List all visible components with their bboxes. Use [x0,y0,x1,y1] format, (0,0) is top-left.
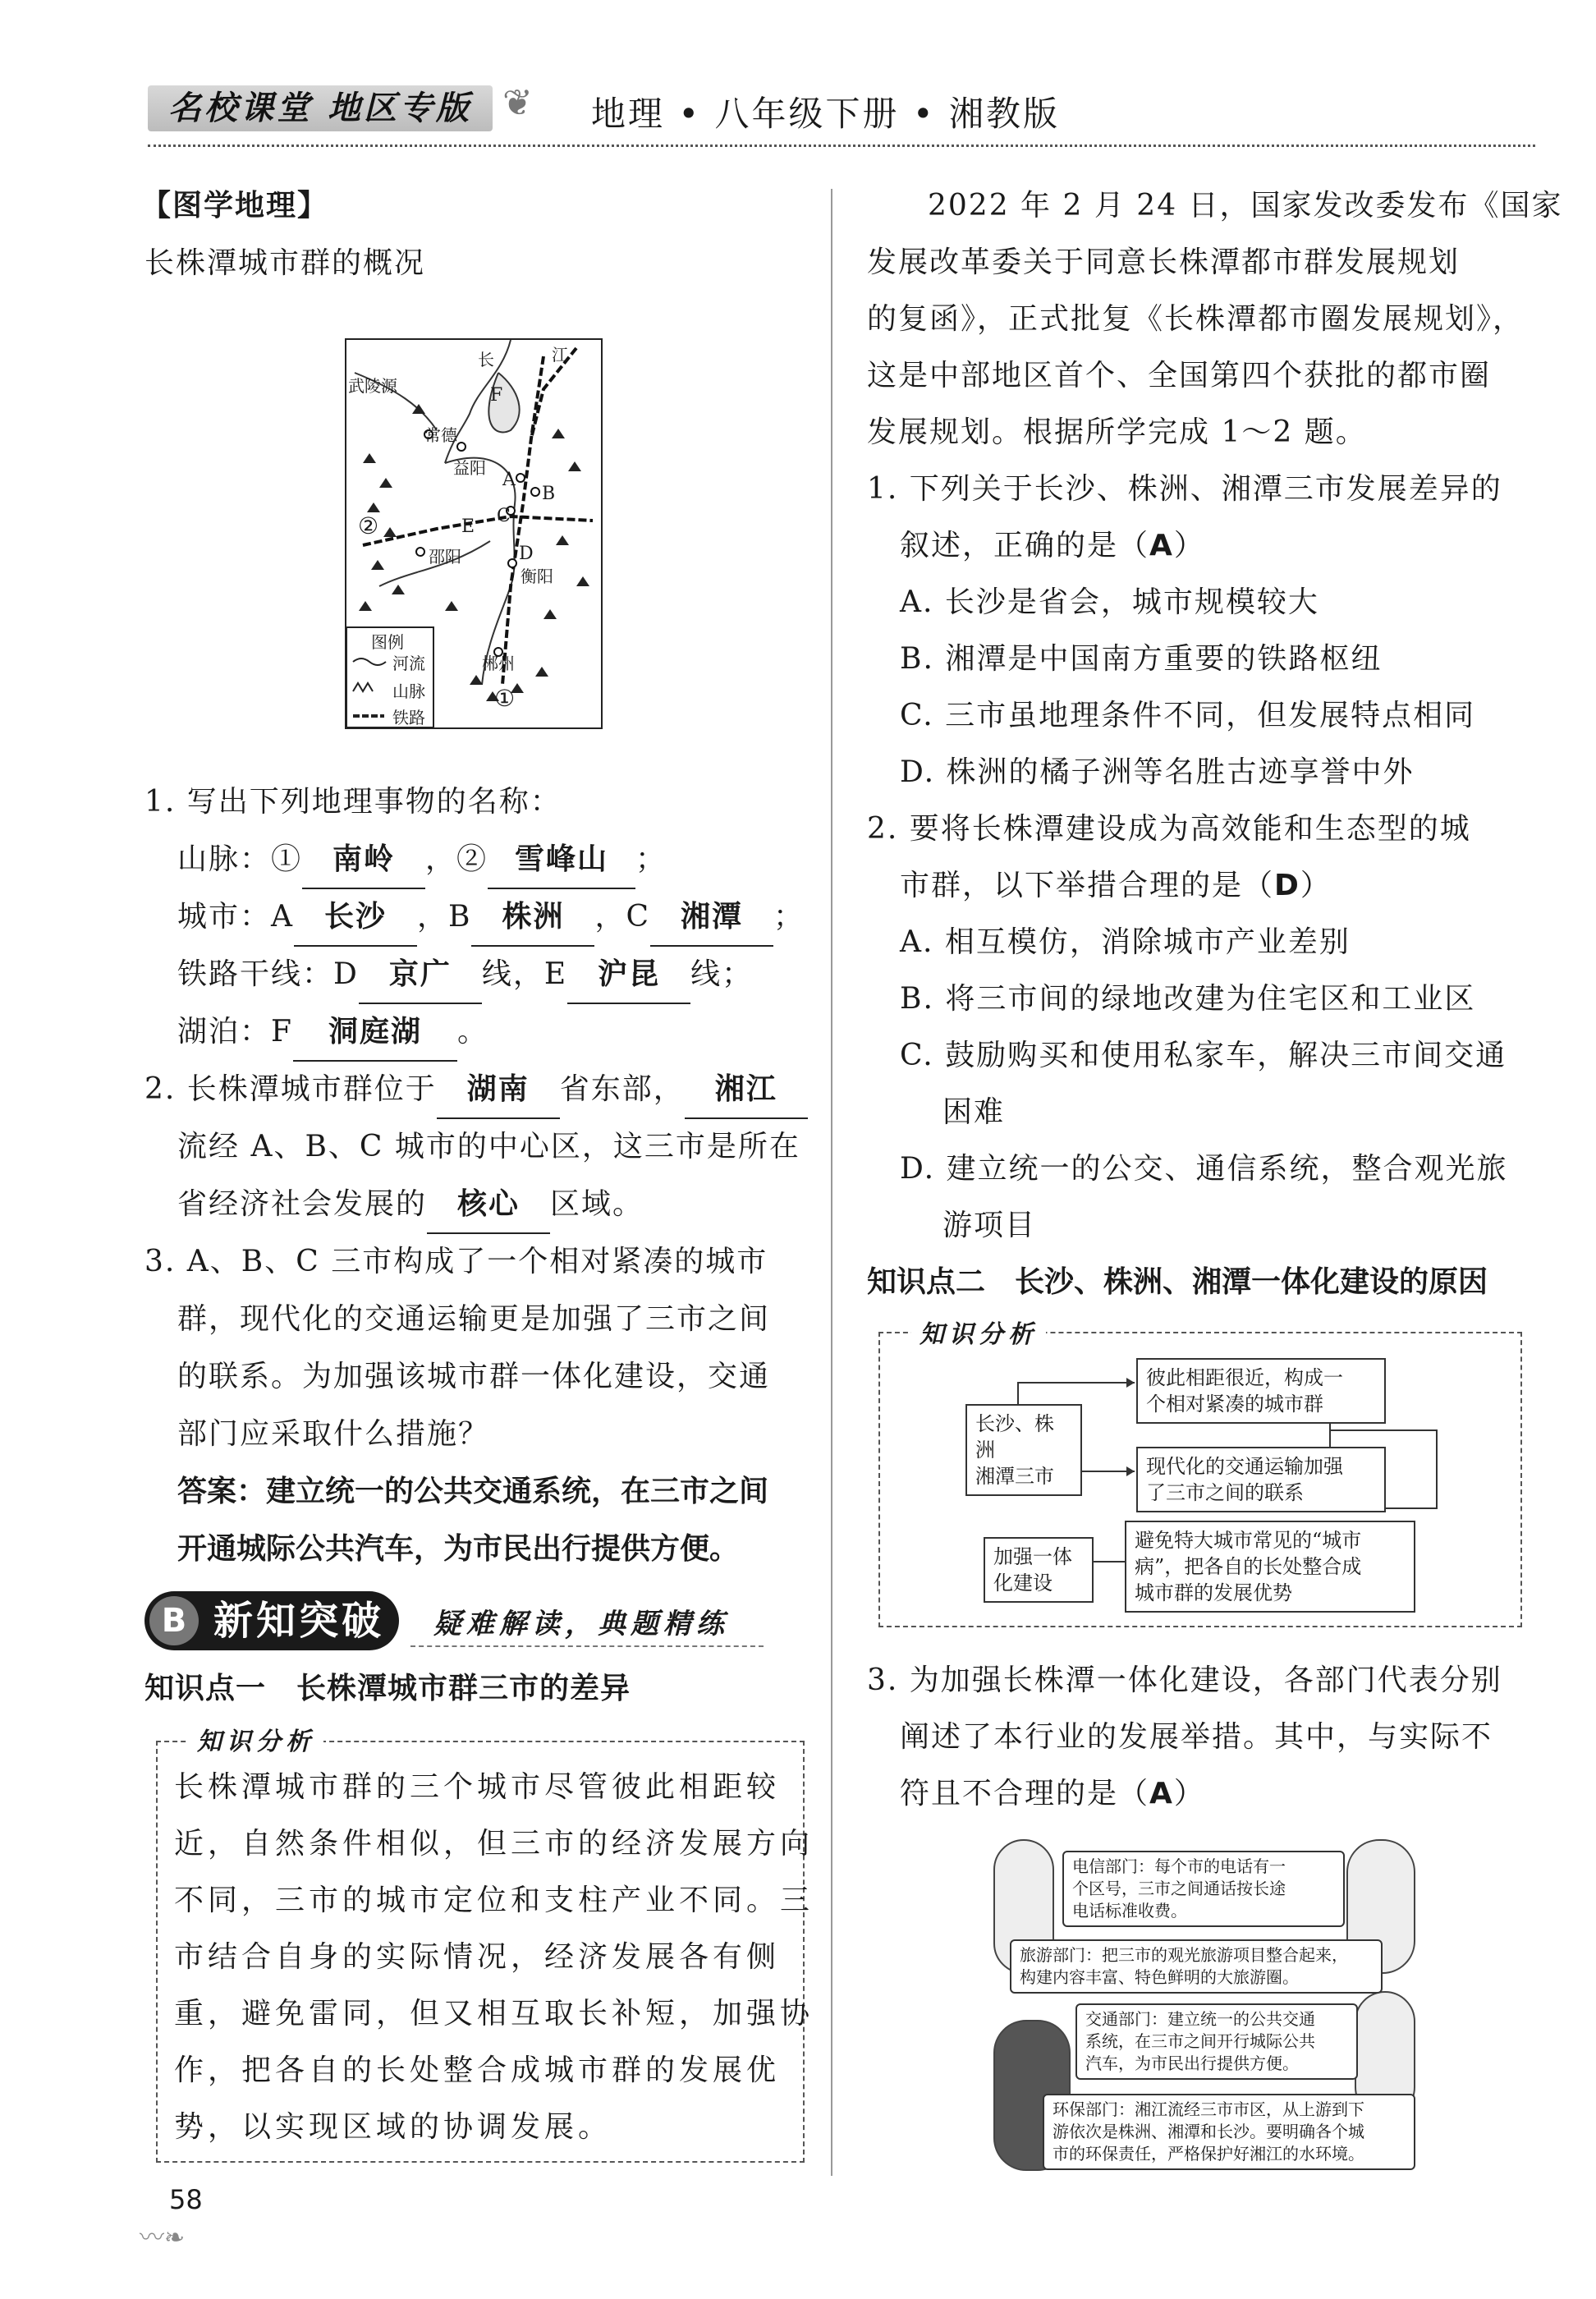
analysis-line-2: 近，自然条件相似，但三市的经济发展方向 [174,1827,814,1861]
left-q2-line3: 省经济社会发展的 核心 区域。 [177,1176,644,1234]
left-q1-intro: 1. 写出下列地理事物的名称： [144,785,562,819]
legend-mountain: 山脉 [392,681,425,701]
tourism-bubble: 旅游部门：把三市的观光旅游项目整合起来， 构建内容丰富、特色鲜明的大旅游圈。 [1010,1939,1383,1994]
blank-river[interactable]: 湘江 [685,1061,808,1119]
right-q1-answer: A [1149,529,1174,562]
kp1-analysis-label: 知识分析 [189,1721,323,1757]
section-title: 【图学地理】 [141,189,329,223]
right-intro-line-1: 2022 年 2 月 24 日，国家发改委发布《国家 [928,189,1563,223]
map-label-1: ① [494,685,516,712]
map-label-F: F [490,385,503,406]
flow-left-box: 长沙、株洲 湘潭三市 [965,1404,1082,1496]
left-q3-line3: 的联系。为加强该城市群一体化建设，交通 [177,1360,771,1393]
banner-slogan: 疑难解读，典题精练 [433,1608,729,1641]
left-q2-line2: 流经 A、B、C 城市的中心区，这三市是所在 [177,1130,800,1163]
right-q2-option-D-cont: 游项目 [942,1209,1037,1242]
left-q3-answer-1: 答案：建立统一的公共交通系统，在三市之间 [177,1475,769,1508]
map-label-B: B [542,484,556,504]
right-q3-stem-2: 阐述了本行业的发展举措。其中，与实际不 [900,1720,1493,1754]
right-q1-stem-2: 叙述，正确的是（A） [900,529,1205,562]
map-label-chang: 长 [478,350,494,369]
blank-province[interactable]: 湖南 [437,1061,560,1119]
left-q3-line2: 群，现代化的交通运输更是加强了三市之间 [177,1302,771,1336]
footer-flourish-icon: 〰❧ [140,2223,186,2252]
telecom-bubble: 电信部门：每个市的电话有一 个区号，三市之间通话按长途 电话标准收费。 [1062,1851,1345,1927]
right-intro-line-4: 这是中部地区首个、全国第四个获批的都市圈 [867,359,1492,392]
blank-lake-F[interactable]: 洞庭湖 [293,1003,457,1062]
flow-bottom-left-box: 加强一体 化建设 [984,1537,1094,1603]
kp1-title: 知识点一 长株潭城市群三市的差异 [144,1672,631,1705]
right-q1-option-A[interactable]: A. 长沙是省会，城市规模较大 [900,585,1319,619]
blank-city-A[interactable]: 长沙 [294,888,417,947]
legend-title: 图例 [371,632,404,652]
legend-river: 河流 [392,654,425,673]
kp2-analysis-label: 知识分析 [911,1314,1046,1350]
right-q1-option-B[interactable]: B. 湘潭是中国南方重要的铁路枢纽 [900,642,1383,676]
right-intro-line-3: 的复函》，正式批复《长株潭都市圈发展规划》， [867,302,1525,336]
right-q3-stem-3: 符且不合理的是（A） [900,1777,1205,1810]
banner-title: 新知突破 [213,1598,385,1644]
analysis-line-3: 不同，三市的城市定位和支柱产业不同。三 [174,1884,814,1917]
legend-railway: 铁路 [392,708,425,727]
analysis-line-5: 重，避免雷同，但又相互取长补短，加强协 [174,1997,814,2031]
section-banner [144,1591,399,1650]
analysis-line-6: 作，把各自的长处整合成城市群的发展优 [174,2053,781,2087]
blank-city-C[interactable]: 湘潭 [650,888,773,947]
right-q2-option-D[interactable]: D. 建立统一的公交、通信系统，整合观光旅 [900,1152,1508,1186]
right-q2-stem-2: 市群，以下举措合理的是（D） [900,869,1332,902]
blank-railway-D[interactable]: 京广 [359,946,482,1004]
analysis-line-1: 长株潭城市群的三个城市尽管彼此相距较 [174,1770,781,1804]
right-q3-answer: A [1149,1777,1174,1810]
left-q2-line1: 2. 长株潭城市群位于 湖南 省东部， 湘江 [144,1061,808,1119]
map-label-yiyang: 益阳 [453,458,486,478]
map-label-E: E [461,516,475,537]
left-q1-railways: 铁路干线：D 京广 线，E 沪昆 线； [177,946,753,1004]
map-label-chenzhou: 郴州 [482,654,515,673]
map-label-C: C [497,506,511,526]
right-q1-option-C[interactable]: C. 三市虽地理条件不同，但发展特点相同 [900,699,1476,732]
blank-core[interactable]: 核心 [427,1176,550,1234]
map-label-D: D [519,544,534,564]
analysis-line-7: 势，以实现区域的协调发展。 [174,2110,612,2144]
map-label-shaoyang: 邵阳 [429,547,461,567]
banner-underline [410,1645,764,1647]
map-label-jiang: 江 [552,345,568,365]
left-q1-mountains: 山脉：① 南岭 ，② 雪峰山 ； [177,831,667,889]
right-q2-option-C[interactable]: C. 鼓励购买和使用私家车，解决三市间交通 [900,1039,1507,1072]
banner-letter: B [149,1596,199,1645]
map-subtitle: 长株潭城市群的概况 [144,246,426,280]
header-brand: 名校课堂 地区专版 [148,85,493,131]
environment-bubble: 环保部门：湘江流经三市市区，从上游到下 游依次是株洲、湘潭和长沙。要明确各个城 市的环保责任，严格保护好湘江的水环境。 [1043,2094,1415,2170]
blank-railway-E[interactable]: 沪昆 [567,946,690,1004]
flow-bottom-right-box: 避免特大城市常见的“城市 病”，把各自的长处整合成 城市群的发展优势 [1125,1521,1415,1613]
header-divider [148,145,1535,147]
right-intro-line-2: 发展改革委关于同意长株潭都市群发展规划 [867,246,1461,279]
city-cluster-map [345,338,603,729]
kp2-title: 知识点二 长沙、株洲、湘潭一体化建设的原因 [867,1265,1488,1299]
flow-top-box: 彼此相距很近，构成一 个相对紧凑的城市群 [1136,1358,1386,1424]
right-q2-option-C-cont: 困难 [942,1095,1006,1129]
left-q3-line4: 部门应采取什么措施？ [177,1417,490,1451]
left-q1-lake: 湖泊：F 洞庭湖 。 [177,1003,488,1062]
blank-city-B[interactable]: 株洲 [471,888,594,947]
right-q1-stem-1: 1. 下列关于长沙、株洲、湘潭三市发展差异的 [867,472,1502,506]
transport-bubble: 交通部门：建立统一的公共交通 系统，在三市之间开行城际公共 汽车，为市民出行提供方便。 [1075,2003,1358,2080]
map-label-A: A [502,470,516,490]
left-q3-line1: 3. A、B、C 三市构成了一个相对紧凑的城市 [144,1245,768,1278]
right-q3-stem-1: 3. 为加强长株潭一体化建设，各部门代表分别 [867,1663,1502,1697]
map-label-hengyang: 衡阳 [521,567,553,586]
flow-middle-box: 现代化的交通运输加强 了三市之间的联系 [1136,1447,1386,1512]
blank-mountain-1[interactable]: 南岭 [302,831,425,889]
department-cartoon [993,1831,1420,2176]
map-label-wulingyuan: 武陵源 [348,376,397,396]
analysis-line-4: 市结合自身的实际情况，经济发展各有侧 [174,1940,781,1974]
right-intro-line-5: 发展规划。根据所学完成 1～2 题。 [867,415,1367,449]
right-q2-option-A[interactable]: A. 相互模仿，消除城市产业差别 [900,925,1351,959]
page-number: 58 [169,2184,203,2215]
leaf-decoration-icon: ❦ [502,82,533,124]
right-q2-answer: D [1274,869,1300,902]
blank-mountain-2[interactable]: 雪峰山 [488,831,635,889]
right-q1-option-D[interactable]: D. 株洲的橘子洲等名胜古迹享誉中外 [900,755,1415,789]
map-label-changde: 常德 [424,425,457,445]
column-divider [831,189,832,2176]
left-q1-cities: 城市：A 长沙 ，B 株洲 ，C 湘潭 ； [177,888,805,947]
right-q2-stem-1: 2. 要将长株潭建设成为高效能和生态型的城 [867,812,1471,846]
left-q3-answer-2: 开通城际公共汽车，为市民出行提供方便。 [177,1532,740,1566]
header-subject: 地理 • 八年级下册 • 湘教版 [591,94,1060,134]
right-q2-option-B[interactable]: B. 将三市间的绿地改建为住宅区和工业区 [900,982,1476,1016]
map-label-2: ② [358,512,379,539]
